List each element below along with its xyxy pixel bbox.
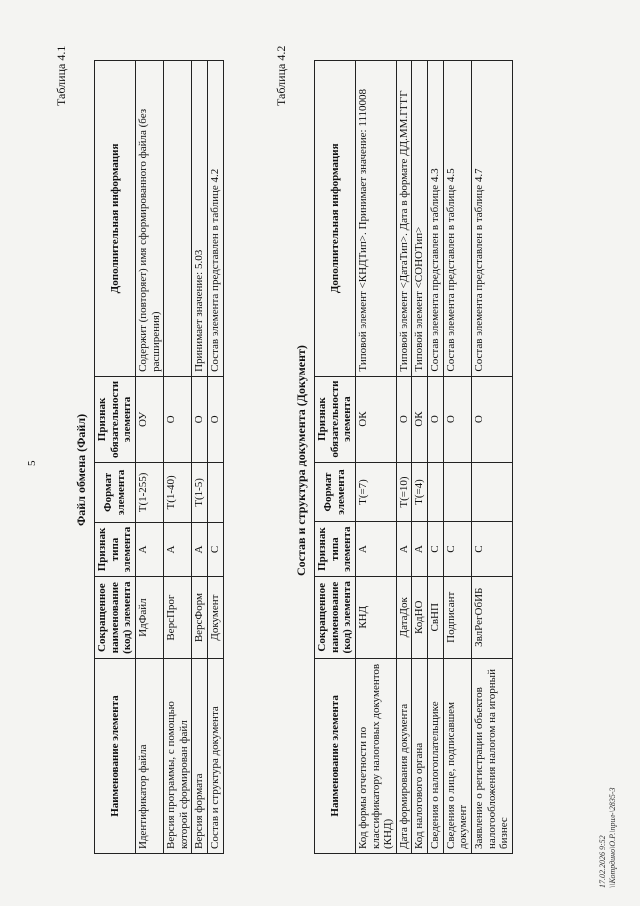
cell-code: ЗвлРегОбИБ <box>472 576 513 658</box>
header-cell: Дополнительная информация <box>95 61 136 377</box>
cell-code: ВерсФорм <box>192 577 208 659</box>
cell-code: Документ <box>208 577 224 659</box>
cell-format <box>443 462 471 522</box>
cell-required: О <box>428 376 444 462</box>
header-cell: Признак типа элемента <box>95 522 136 576</box>
cell-required: ОУ <box>135 376 163 462</box>
table-caption: Таблица 4.2 <box>274 45 288 106</box>
cell-info: Состав элемента представлен в таблице 4.5 <box>443 61 471 377</box>
file-table <box>94 60 224 854</box>
cell-code: ВерсПрог <box>164 577 192 659</box>
cell-info <box>164 61 192 377</box>
table-row <box>412 61 428 854</box>
header-cell: Признак обязательности элемента <box>315 376 356 462</box>
table-row <box>472 61 513 854</box>
cell-required: О <box>396 376 412 462</box>
cell-required: ОК <box>355 376 396 462</box>
cell-code: Подписант <box>443 576 471 658</box>
cell-format: T(=7) <box>355 462 396 522</box>
cell-format <box>428 462 444 522</box>
table-row <box>192 61 208 854</box>
table-caption: Таблица 4.1 <box>54 45 68 106</box>
cell-name: Версия программы, с помощью которой сформирован файл <box>164 659 192 854</box>
table-row <box>135 61 163 854</box>
document-table <box>314 60 513 854</box>
cell-format: T(1-5) <box>192 462 208 522</box>
cell-format: T(1-40) <box>164 462 192 522</box>
header-cell: Сокращенное наименование (код) элемента <box>95 577 136 659</box>
cell-code: СвНП <box>428 576 444 658</box>
cell-required: ОК <box>412 376 428 462</box>
cell-name: Идентификатор файла <box>135 659 163 854</box>
table-header-row <box>315 61 356 854</box>
table-row <box>443 61 471 854</box>
cell-code: КодНО <box>412 576 428 658</box>
cell-format <box>472 462 513 522</box>
table-header-row <box>95 61 136 854</box>
print-stamp <box>598 788 617 889</box>
cell-type: А <box>164 522 192 576</box>
cell-info: Типовой элемент <КНДТип>. Принимает значение: 1110008 <box>355 61 396 377</box>
cell-required: О <box>164 376 192 462</box>
cell-name: Код формы отчетности по классификатору налоговых документов (КНД) <box>355 658 396 853</box>
cell-info: Содержит (повторяет) имя сформированного файла (без расширения) <box>135 61 163 377</box>
cell-type: С <box>428 522 444 576</box>
header-cell: Наименование элемента <box>95 659 136 854</box>
cell-name: Заявление о регистрации объектов налогообложения налогом на игорный бизнес <box>472 658 513 853</box>
cell-code: ИдФайл <box>135 577 163 659</box>
cell-info: Типовой элемент <ДатаТип>. Дата в формате ДД.ММ.ГГГГ <box>396 61 412 377</box>
table-row <box>396 61 412 854</box>
header-cell: Наименование элемента <box>315 658 356 853</box>
cell-format <box>208 462 224 522</box>
cell-type: А <box>355 522 396 576</box>
table-row <box>355 61 396 854</box>
header-cell: Признак обязательности элемента <box>95 376 136 462</box>
cell-required: О <box>192 376 208 462</box>
stamp-path: \\Котрдино\О.Р.\прил-\2835-3 <box>607 787 617 888</box>
cell-type: А <box>192 522 208 576</box>
cell-code: КНД <box>355 576 396 658</box>
table-row <box>164 61 192 854</box>
cell-info: Состав элемента представлен в таблице 4.2 <box>208 61 224 377</box>
cell-name: Состав и структура документа <box>208 659 224 854</box>
cell-name: Сведения о лице, подписавшем документ <box>443 658 471 853</box>
cell-type: С <box>443 522 471 576</box>
cell-required: О <box>472 376 513 462</box>
cell-format: T(=10) <box>396 462 412 522</box>
cell-format: T(=4) <box>412 462 428 522</box>
table-title: Состав и структура документа (Документ) <box>294 345 308 576</box>
cell-type: А <box>135 522 163 576</box>
cell-name: Код налогового органа <box>412 658 428 853</box>
cell-info: Принимает значение: 5.03 <box>192 61 208 377</box>
cell-info: Состав элемента представлен в таблице 4.3 <box>428 61 444 377</box>
header-cell: Формат элемента <box>315 462 356 522</box>
header-cell: Дополнительная информация <box>315 61 356 377</box>
table-row <box>428 61 444 854</box>
cell-required: О <box>443 376 471 462</box>
cell-info: Состав элемента представлен в таблице 4.7 <box>472 61 513 377</box>
header-cell: Формат элемента <box>95 462 136 522</box>
cell-name: Сведения о налогоплательщике <box>428 658 444 853</box>
cell-required: О <box>208 376 224 462</box>
header-cell: Сокращенное наименование (код) элемента <box>315 576 356 658</box>
table-row <box>208 61 224 854</box>
cell-info: Типовой элемент <СОНОТип> <box>412 61 428 377</box>
page-number: 5 <box>26 460 38 466</box>
cell-code: ДатаДок <box>396 576 412 658</box>
cell-type: С <box>208 522 224 576</box>
table-title: Файл обмена (Файл) <box>74 413 88 526</box>
cell-type: А <box>396 522 412 576</box>
cell-format: T(1-255) <box>135 462 163 522</box>
header-cell: Признак типа элемента <box>315 522 356 576</box>
cell-type: С <box>472 522 513 576</box>
cell-type: А <box>412 522 428 576</box>
cell-name: Версия формата <box>192 659 208 854</box>
stamp-date: 17.02.2026 9:52 <box>598 835 607 888</box>
cell-name: Дата формирования документа <box>396 658 412 853</box>
